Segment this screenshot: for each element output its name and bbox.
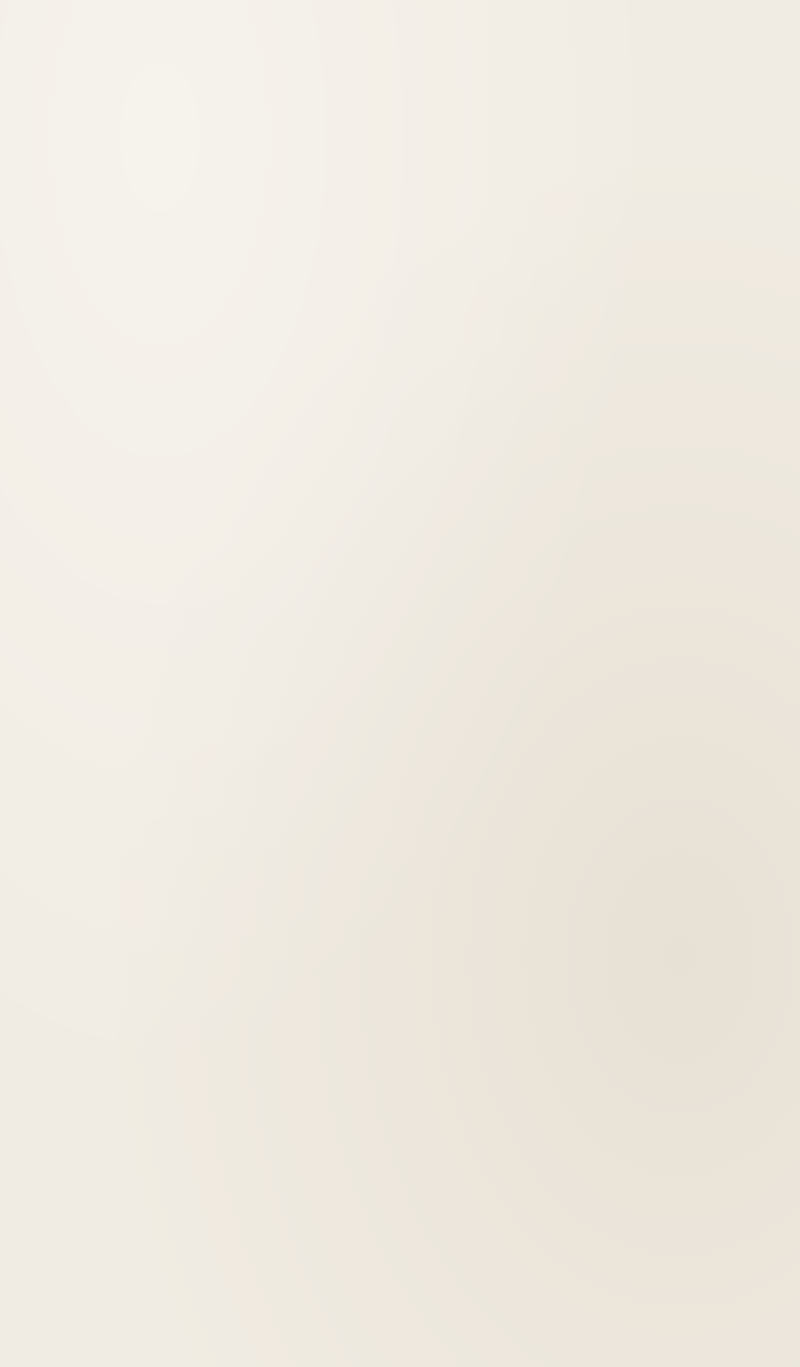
page-body (60, 112, 645, 142)
